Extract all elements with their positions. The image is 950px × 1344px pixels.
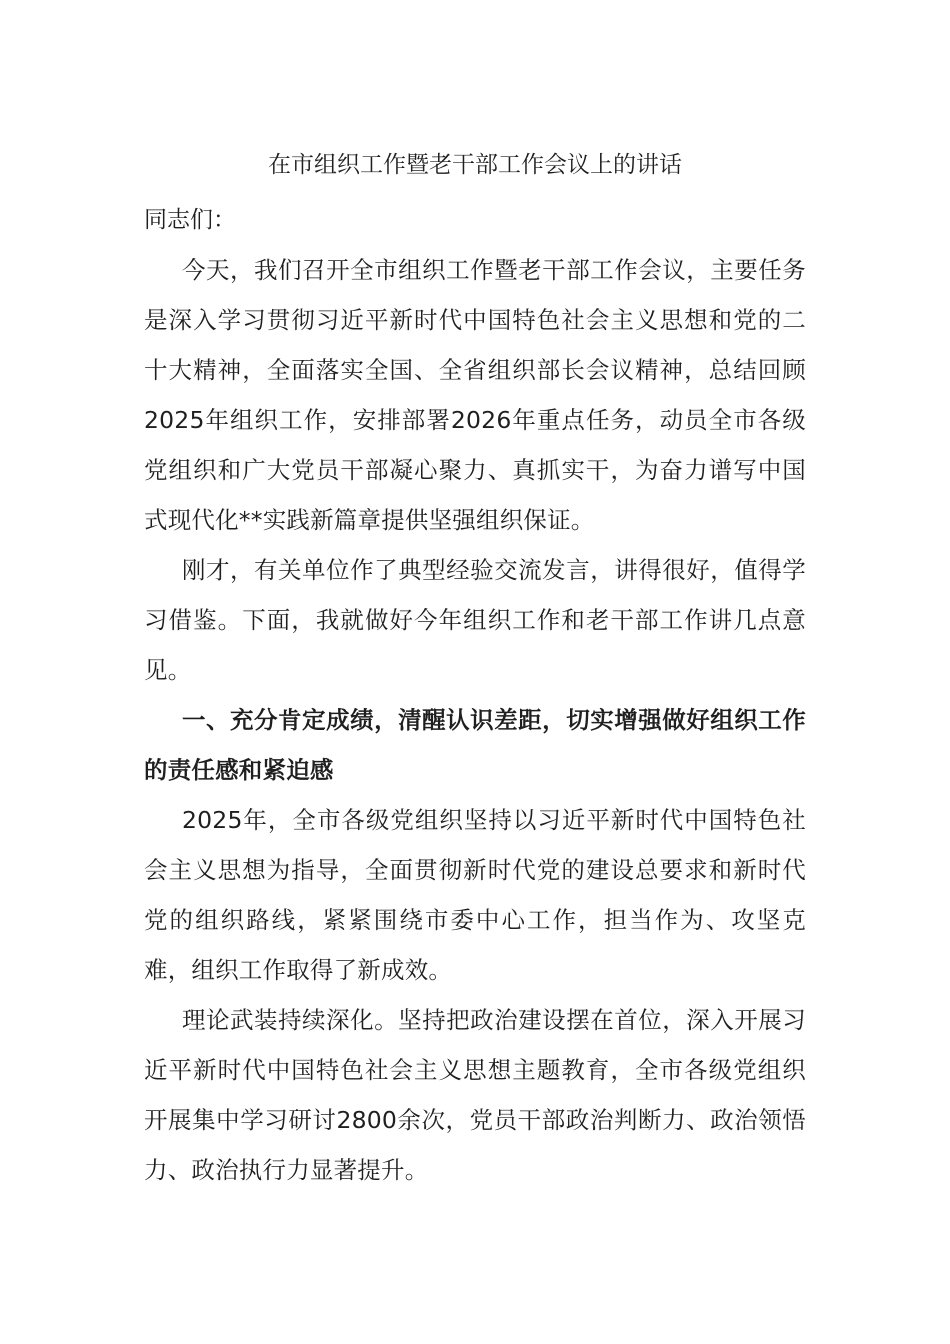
paragraph-achievements: 2025年，全市各级党组织坚持以习近平新时代中国特色社会主义思想为指导，全面贯彻新时代党的建设总要求和新时代党的组织路线，紧紧围绕市委中心工作，担当作为、攻坚克难，组织工作取得了新成效。 — [144, 806, 806, 984]
document-body — [144, 145, 806, 1195]
paragraph-transition: 刚才，有关单位作了典型经验交流发言，讲得很好，值得学习借鉴。下面，我就做好今年组织工作和老干部工作讲几点意见。 — [144, 556, 806, 684]
section-heading-1: 一、充分肯定成绩，清醒认识差距，切实增强做好组织工作的责任感和紧迫感 — [144, 706, 806, 784]
document-title: 在市组织工作暨老干部工作会议上的讲话 — [268, 152, 682, 178]
paragraph-theory: 理论武装持续深化。坚持把政治建设摆在首位，深入开展习近平新时代中国特色社会主义思想主题教育，全市各级党组织开展集中学习研讨2800余次，党员干部政治判断力、政治领悟力、政治执行力显著提升。 — [144, 1006, 806, 1184]
paragraph-opening: 今天，我们召开全市组织工作暨老干部工作会议，主要任务是深入学习贯彻习近平新时代中国特色社会主义思想和党的二十大精神，全面落实全国、全省组织部长会议精神，总结回顾2025年组织工作，安排部署2026年重点任务，动员全市各级党组织和广大党员干部凝心聚力、真抓实干，为奋力谱写中国式现代化**实践新篇章提供坚强组织保证。 — [144, 256, 806, 534]
salutation: 同志们： — [144, 207, 236, 233]
